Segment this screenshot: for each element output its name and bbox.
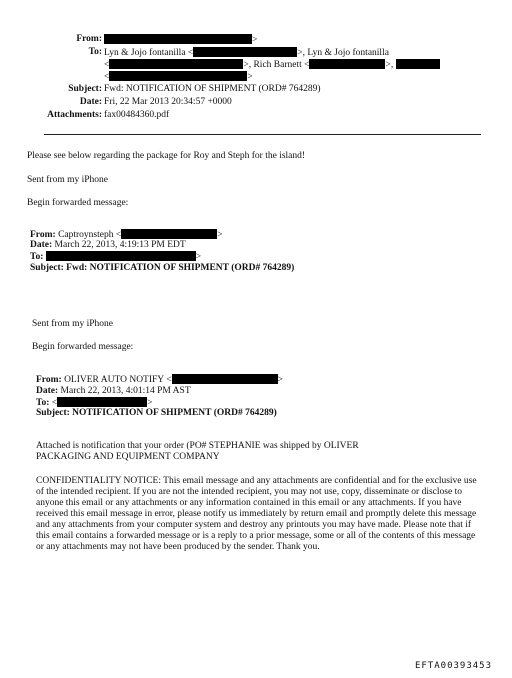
fwd2-from-label: From: [36, 375, 62, 385]
attachments-value: fax00484360.pdf [104, 110, 170, 120]
to-line-3: < > [104, 72, 253, 82]
body-line-1: Please see below regarding the package for Roy and Steph for the island! [27, 151, 306, 161]
from-value [104, 34, 257, 46]
fwd1-date [30, 240, 186, 251]
to-name-1: Lyn & Jojo fontanilla [104, 48, 186, 58]
fwd2-date-label: Date: [36, 386, 59, 396]
fwd2-subject-label: Subject: [36, 408, 70, 418]
fwd2-subject [36, 408, 277, 419]
redaction-box [172, 374, 278, 384]
fwd1-subject [30, 263, 294, 274]
subject-label: Subject: [68, 84, 102, 94]
bates-number: EFTA00393453 [415, 661, 493, 671]
from-label: From: [76, 34, 102, 44]
redaction-box [109, 71, 247, 81]
fwd1-to-label: To: [30, 252, 44, 262]
fwd1-to: To: > [30, 252, 202, 262]
fwd1-from-label: From: [30, 230, 56, 240]
date-label: Date: [79, 97, 102, 107]
confidentiality-notice: CONFIDENTIALITY NOTICE: This email message and any attachments are confidential and for the exclusive use of the intended recipient. If you are not the intended recipient, you may not use, copy, disseminate or disclose to anyone this email or any attachments or any information contained in this email or any attachments. If you have received this email message in error, please notify us immediately by return email and promptly delete this message and any attachments from your computer system and destroy any printouts you may have made. Please note that if this email contains a forwarded message or is a reply to a prior message, some or all of the contents of this message or any attachments may not have been produced by the sender. Thank you. [36, 476, 477, 552]
redaction-box [109, 59, 243, 69]
fwd1-subject-label: Subject: [30, 263, 64, 273]
sent-from-iphone: Sent from my iPhone [27, 175, 109, 185]
redaction-box [121, 229, 217, 239]
to-line-1: Lyn & Jojo fontanilla < >, Lyn & Jojo fontanilla [104, 48, 389, 58]
attachments-label: Attachments: [47, 110, 102, 120]
redaction-box [396, 59, 440, 69]
fwd1-date-value: March 22, 2013, 4:19:13 PM EDT [54, 240, 186, 250]
fwd2-date-value: March 22, 2013, 4:01:14 PM AST [60, 386, 191, 396]
fwd2-to-label: To: [36, 398, 50, 408]
fwd1-sent-from-iphone: Sent from my iPhone [32, 319, 114, 329]
to-line-2: < >, Rich Barnett < >, [104, 59, 440, 71]
to-name-3: Rich Barnett [253, 60, 302, 70]
fwd1-date-label: Date: [30, 240, 53, 250]
fwd2-notice-line-1: Attached is notification that your order (PO# STEPHANIE was shipped by OLIVER [36, 441, 359, 451]
angle-close: > [252, 35, 258, 45]
to-label: To: [88, 47, 102, 57]
fwd2-date [36, 386, 191, 397]
fwd1-subject-value: Fwd: NOTIFICATION OF SHIPMENT (ORD# 764289) [66, 263, 295, 273]
redaction-box [57, 397, 147, 407]
fwd2-subject-value: NOTIFICATION OF SHIPMENT (ORD# 764289) [72, 408, 277, 418]
fwd1-begin-forwarded: Begin forwarded message: [32, 342, 134, 352]
subject-value: Fwd: NOTIFICATION OF SHIPMENT (ORD# 764289) [104, 84, 321, 94]
redaction-box [104, 34, 252, 44]
fwd2-from: From: OLIVER AUTO NOTIFY < > [36, 375, 283, 385]
redaction-box [309, 59, 385, 69]
fwd2-notice-line-2: PACKAGING AND EQUIPMENT COMPANY [36, 452, 220, 462]
date-value: Fri, 22 Mar 2013 20:34:57 +0000 [104, 97, 232, 107]
fwd1-from: From: Captroynsteph < > [30, 230, 223, 240]
fwd2-from-name: OLIVER AUTO NOTIFY [64, 375, 164, 385]
begin-forwarded: Begin forwarded message: [27, 198, 129, 208]
redaction-box [46, 251, 196, 261]
to-name-2: Lyn & Jojo fontanilla [307, 48, 389, 58]
fwd1-from-name: Captroynsteph [58, 230, 114, 240]
redaction-box [193, 47, 297, 57]
fwd2-to: To: < > [36, 398, 153, 408]
header-divider [44, 134, 481, 135]
